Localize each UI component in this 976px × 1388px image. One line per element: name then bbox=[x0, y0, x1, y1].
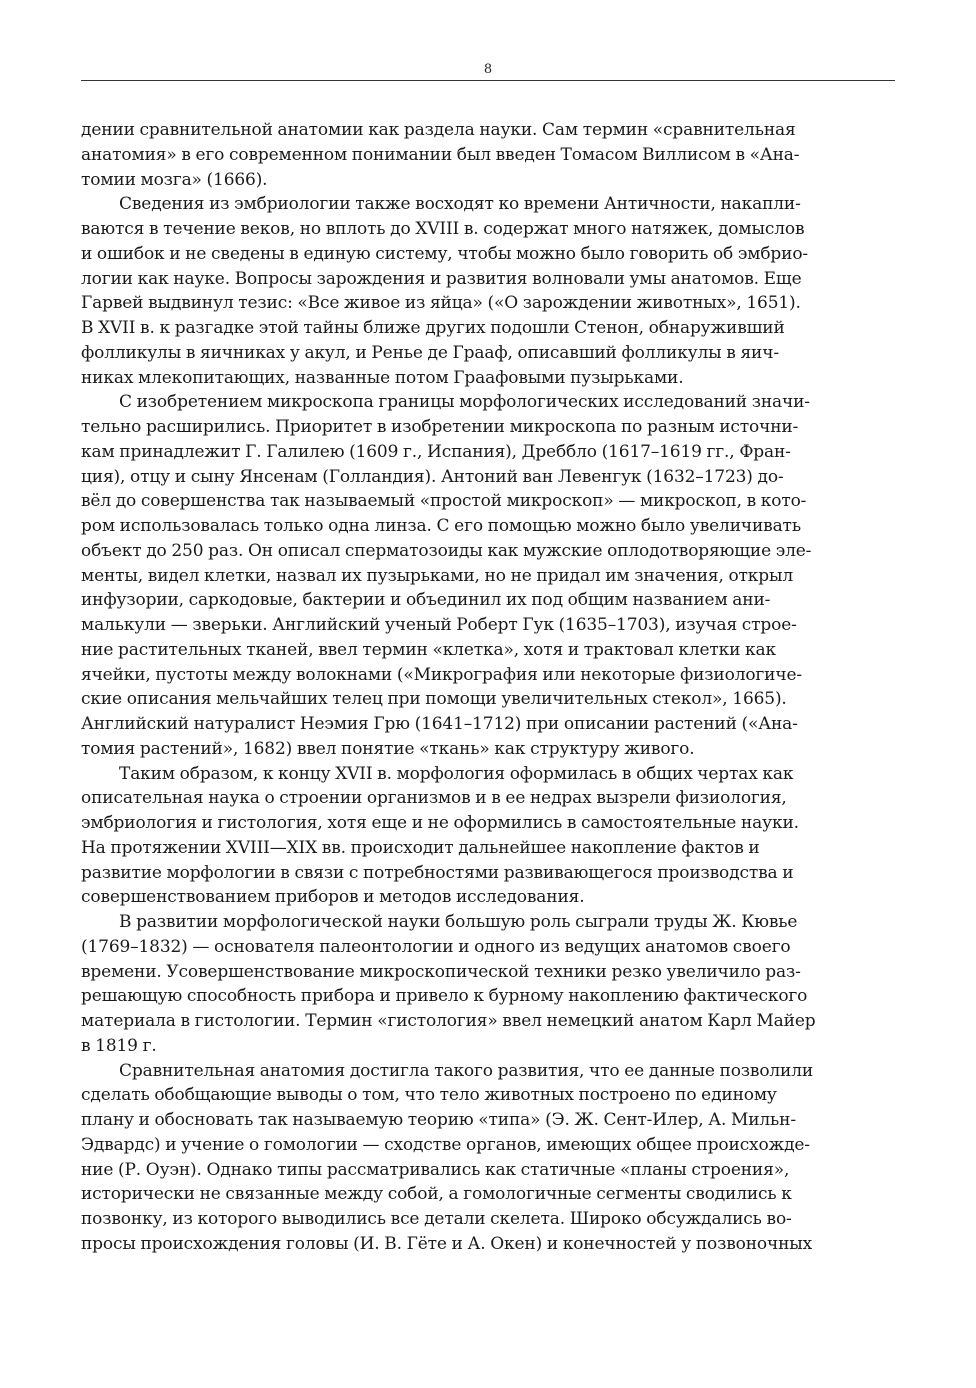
text-line: ваются в течение веков, но вплоть до XVIII в. содержат много натяжек, домыслов bbox=[81, 219, 805, 239]
text-line: в 1819 г. bbox=[81, 1035, 157, 1056]
text-line: никах млекопитающих, названные потом Граафовыми пузырьками. bbox=[81, 367, 684, 388]
text-line: логии как науке. Вопросы зарождения и развития волновали умы анатомов. Еще bbox=[81, 268, 802, 289]
text-line: В развитии морфологической науки большую роль сыграли труды Ж. Кювье bbox=[119, 912, 798, 932]
text-line: развитие морфологии в связи с потребностями развивающегося производства и bbox=[81, 862, 794, 883]
page-header bbox=[81, 58, 895, 82]
paragraph-5 bbox=[81, 910, 895, 1059]
header-rule bbox=[81, 80, 895, 81]
text-line: ром использовалась только одна линза. С его помощью можно было увеличивать bbox=[81, 516, 801, 536]
text-line: ние растительных тканей, ввел термин «клетка», хотя и трактовал клетки как bbox=[81, 639, 776, 660]
text-line: сделать обобщающие выводы о том, что тело животных построено по единому bbox=[81, 1085, 777, 1106]
text-line: просы происхождения головы (И. В. Гёте и А. Окен) и конечностей у позвоночных bbox=[81, 1233, 813, 1254]
body-text bbox=[81, 118, 895, 1257]
text-line: позвонку, из которого выводились все детали скелета. Широко обсуждались во- bbox=[81, 1209, 792, 1229]
text-line: Эдвардс) и учение о гомологии — сходстве органов, имеющих общее происхожде- bbox=[81, 1134, 810, 1155]
text-line: дении сравнительной анатомии как раздела науки. Сам термин «сравнительная bbox=[81, 120, 796, 140]
text-line: Сведения из эмбриологии также восходят ко времени Античности, накапли- bbox=[119, 194, 801, 215]
text-line: кам принадлежит Г. Галилею (1609 г., Испания), Дреббло (1617–1619 гг., Фран- bbox=[81, 441, 791, 462]
text-line: В XVII в. к разгадке этой тайны ближе других подошли Стенон, обнаруживший bbox=[81, 318, 785, 338]
text-line: На протяжении XVIII—XIX вв. происходит дальнейшее накопление фактов и bbox=[81, 837, 760, 858]
text-line: решающую способность прибора и привело к бурному накоплению фактического bbox=[81, 986, 808, 1007]
text-line: томии мозга» (1666). bbox=[81, 169, 268, 190]
paragraph-1 bbox=[81, 118, 895, 192]
text-line: материала в гистологии. Термин «гистология» ввел немецкий анатом Карл Майер bbox=[81, 1011, 816, 1031]
text-line: фолликулы в яичниках у акул, и Ренье де Грааф, описавший фолликулы в яич- bbox=[81, 342, 779, 363]
paragraph-3 bbox=[81, 390, 895, 761]
text-line: и ошибок и не сведены в единую систему, чтобы можно было говорить об эмбрио- bbox=[81, 243, 809, 264]
text-line: эмбриология и гистология, хотя еще и не оформились в самостоятельные науки. bbox=[81, 813, 799, 833]
text-line: малькули — зверьки. Английский ученый Роберт Гук (1635–1703), изучая строе- bbox=[81, 615, 797, 635]
text-line: совершенствованием приборов и методов исследования. bbox=[81, 887, 585, 908]
text-line: тельно расширились. Приоритет в изобретении микроскопа по разным источни- bbox=[81, 417, 799, 437]
text-line: исторически не связанные между собой, а гомологичные сегменты сводились к bbox=[81, 1184, 792, 1205]
text-line: ские описания мельчайших телец при помощи увеличительных стекол», 1665). bbox=[81, 689, 787, 710]
text-line: инфузории, саркодовые, бактерии и объединил их под общим названием ани- bbox=[81, 590, 771, 611]
text-line: томия растений», 1682) ввел понятие «ткань» как структуру живого. bbox=[81, 738, 695, 759]
paragraph-6 bbox=[81, 1059, 895, 1257]
text-line: ячейки, пустоты между волокнами («Микрография или некоторые физиологиче- bbox=[81, 664, 802, 685]
text-line: объект до 250 раз. Он описал сперматозоиды как мужские оплодотворяющие эле- bbox=[81, 540, 812, 561]
text-line: (1769–1832) — основателя палеонтологии и одного из ведущих анатомов своего bbox=[81, 936, 791, 957]
paragraph-4 bbox=[81, 762, 895, 911]
text-line: плану и обосновать так называемую теорию «типа» (Э. Ж. Сент-Илер, А. Мильн- bbox=[81, 1110, 796, 1130]
text-line: С изобретением микроскопа границы морфологических исследований значи- bbox=[119, 392, 810, 413]
text-line: времени. Усовершенствование микроскопической техники резко увеличило раз- bbox=[81, 961, 801, 982]
text-line: менты, видел клетки, назвал их пузырьками, но не придал им значения, открыл bbox=[81, 565, 794, 586]
text-line: ция), отцу и сыну Янсенам (Голландия). Антоний ван Левенгук (1632–1723) до- bbox=[81, 466, 784, 487]
text-line: Гарвей выдвинул тезис: «Все живое из яйца» («О зарождении животных», 1651). bbox=[81, 293, 801, 314]
text-line: анатомия» в его современном понимании был введен Томасом Виллисом в «Ана- bbox=[81, 144, 800, 165]
text-line: Сравнительная анатомия достигла такого развития, что ее данные позволили bbox=[119, 1060, 814, 1081]
page-number: 8 bbox=[483, 62, 493, 77]
text-line: описательная наука о строении организмов и в ее недрах вызрели физиология, bbox=[81, 788, 787, 809]
paragraph-2 bbox=[81, 192, 895, 390]
text-line: ние (Р. Оуэн). Однако типы рассматривались как статичные «планы строения», bbox=[81, 1159, 790, 1180]
text-line: Таким образом, к концу XVII в. морфология оформилась в общих чертах как bbox=[119, 763, 794, 784]
text-line: вёл до совершенства так называемый «простой микроскоп» — микроскоп, в кото- bbox=[81, 491, 807, 512]
text-line: Английский натуралист Неэмия Грю (1641–1712) при описании растений («Ана- bbox=[81, 714, 798, 734]
